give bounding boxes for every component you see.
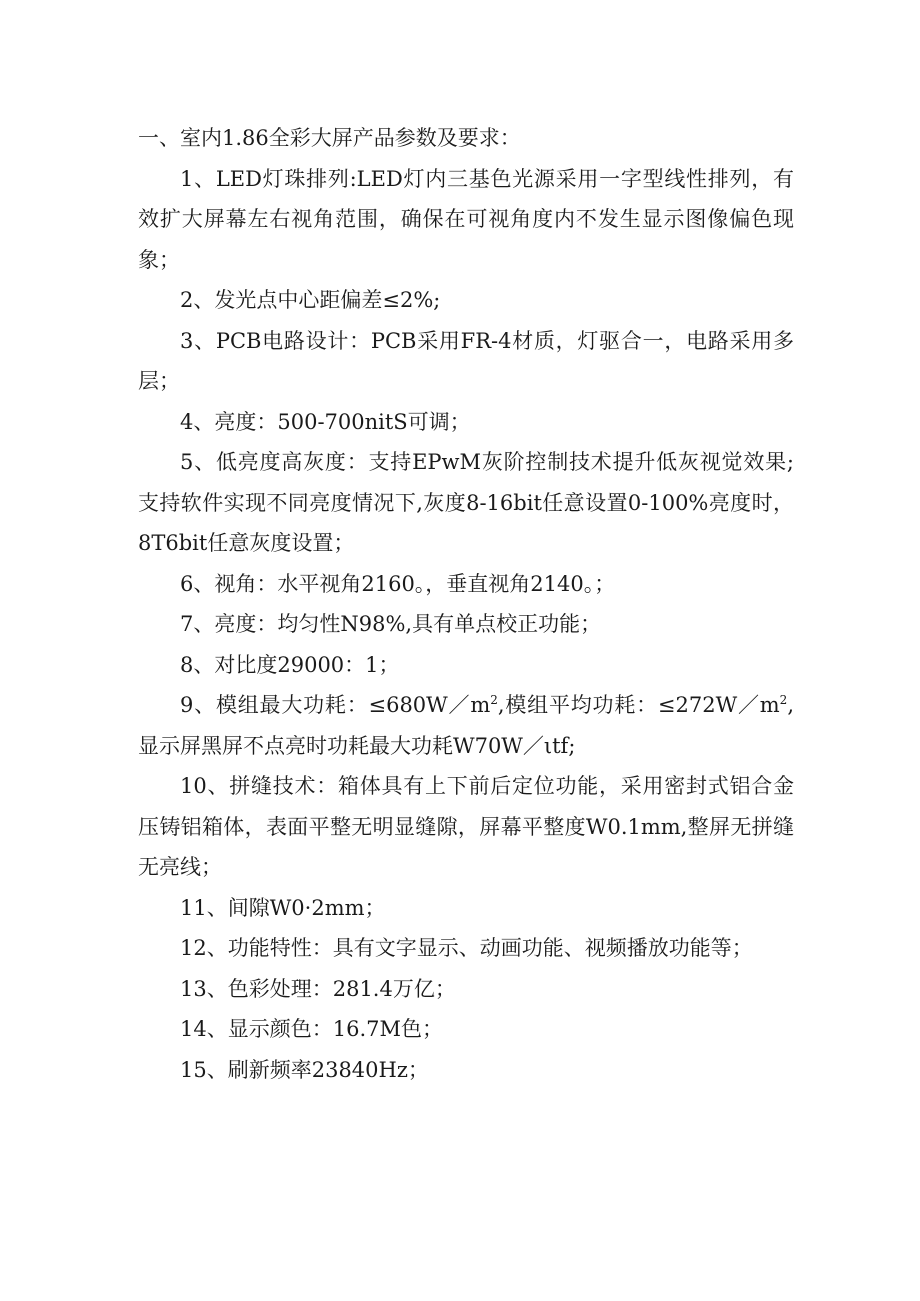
spec-item-9-sup-a: 2 (490, 693, 498, 707)
spec-item-6: 6、视角：水平视角2160。，垂直视角2140。； (180, 571, 616, 596)
section-heading: 一、室内1.86全彩大屏产品参数及要求： (138, 126, 521, 150)
spec-item-12: 12、功能特性：具有文字显示、动画功能、视频播放功能等； (180, 936, 753, 960)
spec-item-8: 8、对比度29000：1； (180, 652, 400, 677)
spec-item-11: 11、间隙W0·2mm； (180, 895, 386, 920)
spec-item-10: 10、拼缝技术：箱体具有上下前后定位功能，采用密封式铝合金压铸铝箱体，表面平整无明显缝隙，屏幕平整度W0.1mm,整屏无拼缝无亮线； (138, 774, 794, 879)
spec-item-9-part-c: ,显示屏黑屏不点亮时功耗最大功耗W70W／ιtf; (138, 693, 794, 758)
spec-item-4: 4、亮度：500-700nitS可调； (180, 409, 471, 434)
spec-item-9-sup-b: 2 (779, 693, 788, 707)
spec-item-2: 2、发光点中心距偏差≤2%; (180, 288, 441, 312)
spec-item-5: 5、低亮度高灰度：支持EPwM灰阶控制技术提升低灰视觉效果;支持软件实现不同亮度情况下,灰度8-16bit任意设置0-100%亮度时，8T6bit任意灰度设置； (138, 450, 794, 555)
spec-item-9-part-a: 9、模组最大功耗：≤680W／m (180, 693, 491, 717)
spec-item-14: 14、显示颜色：16.7M色； (180, 1017, 443, 1041)
spec-item-9-part-b: ,模组平均功耗：≤272W／m (497, 693, 780, 717)
document-body (138, 118, 794, 1090)
spec-item-9 (138, 685, 794, 766)
spec-item-7: 7、亮度：均匀性N98%,具有单点校正功能； (180, 612, 602, 636)
spec-item-13: 13、色彩处理：281.4万亿； (180, 976, 456, 1001)
spec-item-3: 3、PCB电路设计：PCB采用FR-4材质，灯驱合一，电路采用多层； (138, 328, 794, 393)
spec-item-15: 15、刷新频率23840Hz； (180, 1057, 429, 1082)
spec-item-1: 1、LED灯珠排列:LED灯内三基色光源采用一字型线性排列，有效扩大屏幕左右视角范围，确保在可视角度内不发生显示图像偏色现象； (138, 166, 794, 272)
